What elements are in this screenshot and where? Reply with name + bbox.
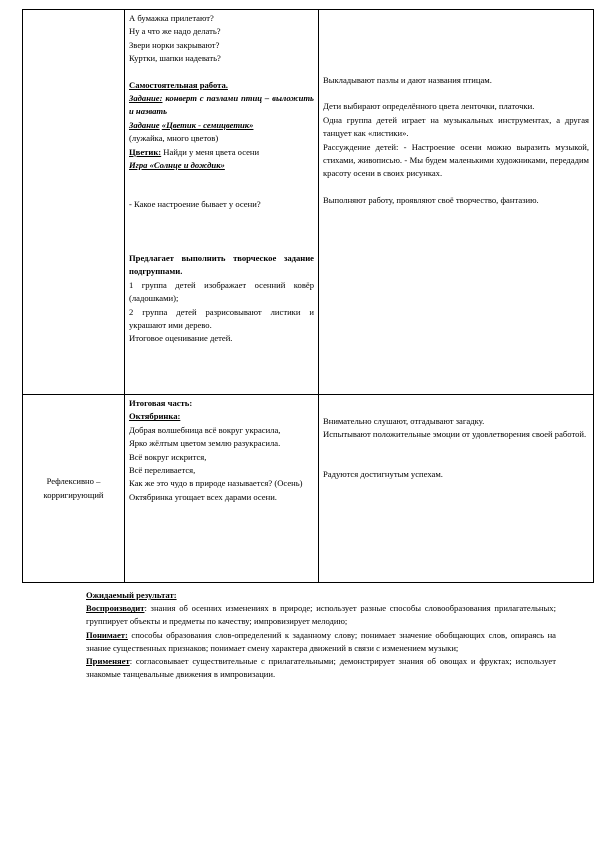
- independent-work-heading: Самостоятельная работа.: [129, 79, 228, 90]
- results-heading: Ожидаемый результат:: [86, 590, 177, 600]
- final-evaluation: Итоговое оценивание детей.: [129, 333, 233, 344]
- game-title: Игра «Солнце и дождик»: [129, 160, 225, 171]
- result-reproduces: Воспроизводит: знания об осенних изменениях в природе; использует разные способы словообразования прилагательных; группирует объекты и предметы по качеству; импровизирует мелодию;: [86, 603, 556, 627]
- stage-name-cell: Рефлексивно – корригирующий: [23, 395, 125, 583]
- result-understands: Понимает: способы образования слов-определений к заданному слову; понимает значение обобщающих слов, опираясь на знание существенных признаков; понимает смену характера движений в связи с изменением музыки;: [86, 629, 556, 653]
- character-name: Октябринка:: [129, 411, 181, 422]
- riddle-line: Ярко жёлтым цветом землю разукрасила.: [129, 438, 281, 449]
- table-row-reflexive: [23, 395, 594, 583]
- children-answer: Выполняют работу, проявляют своё творчество, фантазию.: [323, 194, 539, 205]
- children-response: Внимательно слушают, отгадывают загадку.: [323, 416, 485, 426]
- table-row-independent-work: [23, 10, 594, 395]
- children-answer: Выкладывают пазлы и дают названия птицам.: [323, 75, 492, 85]
- stage-cell-empty: [23, 10, 125, 395]
- result-applies: Применяет: согласовывает существительные с прилагательными; демонстрирует знания об овощах и фруктах; использует знакомые танцевальные движения в импровизации.: [86, 656, 556, 680]
- creative-task-offer: Предлагает выполнить творческое задание подгруппами.: [129, 252, 314, 277]
- final-part-cell: [125, 395, 319, 583]
- children-activity-cell: [319, 10, 594, 395]
- task-flower: Задание «Цветик - семицветик»: [129, 119, 254, 130]
- expected-results: [86, 589, 556, 681]
- children-response: Радуются достигнутым успехам.: [323, 468, 443, 479]
- teacher-activity-cell: [125, 10, 319, 395]
- task-flower-note: (лужайка, много цветов): [129, 133, 219, 144]
- mood-question: - Какое настроение бывает у осени?: [129, 199, 261, 210]
- children-answer: Одна группа детей играет на музыкальных инструментах, а другая танцует как «листики».: [323, 114, 589, 139]
- children-answer: Рассуждение детей: - Настроение осени можно выразить музыкой, стихами, живописью. - Мы будем маленькими художниками, передадим красоту осени в своих рисунках.: [323, 141, 589, 179]
- riddle-line: Как же это чудо в природе называется? (Осень): [129, 478, 303, 489]
- children-response-cell: [319, 395, 594, 583]
- treat-line: Октябринка угощает всех дарами осени.: [129, 491, 277, 502]
- task-color: Цветик: Найди у меня цвета осени: [129, 146, 260, 157]
- final-part-heading: Итоговая часть:: [129, 398, 193, 408]
- children-answer: Дети выбирают определённого цвета ленточки, платочки.: [323, 101, 535, 112]
- riddle-line: Всё переливается,: [129, 465, 196, 476]
- riddle-line: Всё вокруг искрится,: [129, 451, 207, 462]
- riddle-line: Добрая волшебница всё вокруг украсила,: [129, 424, 281, 435]
- group-two-task: 2 группа детей разрисовывают листики и украшают ими дерево.: [129, 306, 314, 330]
- lesson-table: [22, 9, 594, 583]
- group-one-task: 1 группа детей изображает осенний ковёр (ладошками);: [129, 279, 314, 304]
- question-line: А бумажка прилетают?: [129, 13, 214, 23]
- task-puzzle: Задание: конверт с пазлами птиц – выложить и назвать: [129, 93, 314, 117]
- children-response: Испытывают положительные эмоции от удовлетворения своей работой.: [323, 429, 587, 440]
- question-line: Куртки, шапки надевать?: [129, 53, 221, 64]
- question-line: Звери норки закрывают?: [129, 39, 220, 50]
- question-line: Ну а что же надо делать?: [129, 26, 221, 37]
